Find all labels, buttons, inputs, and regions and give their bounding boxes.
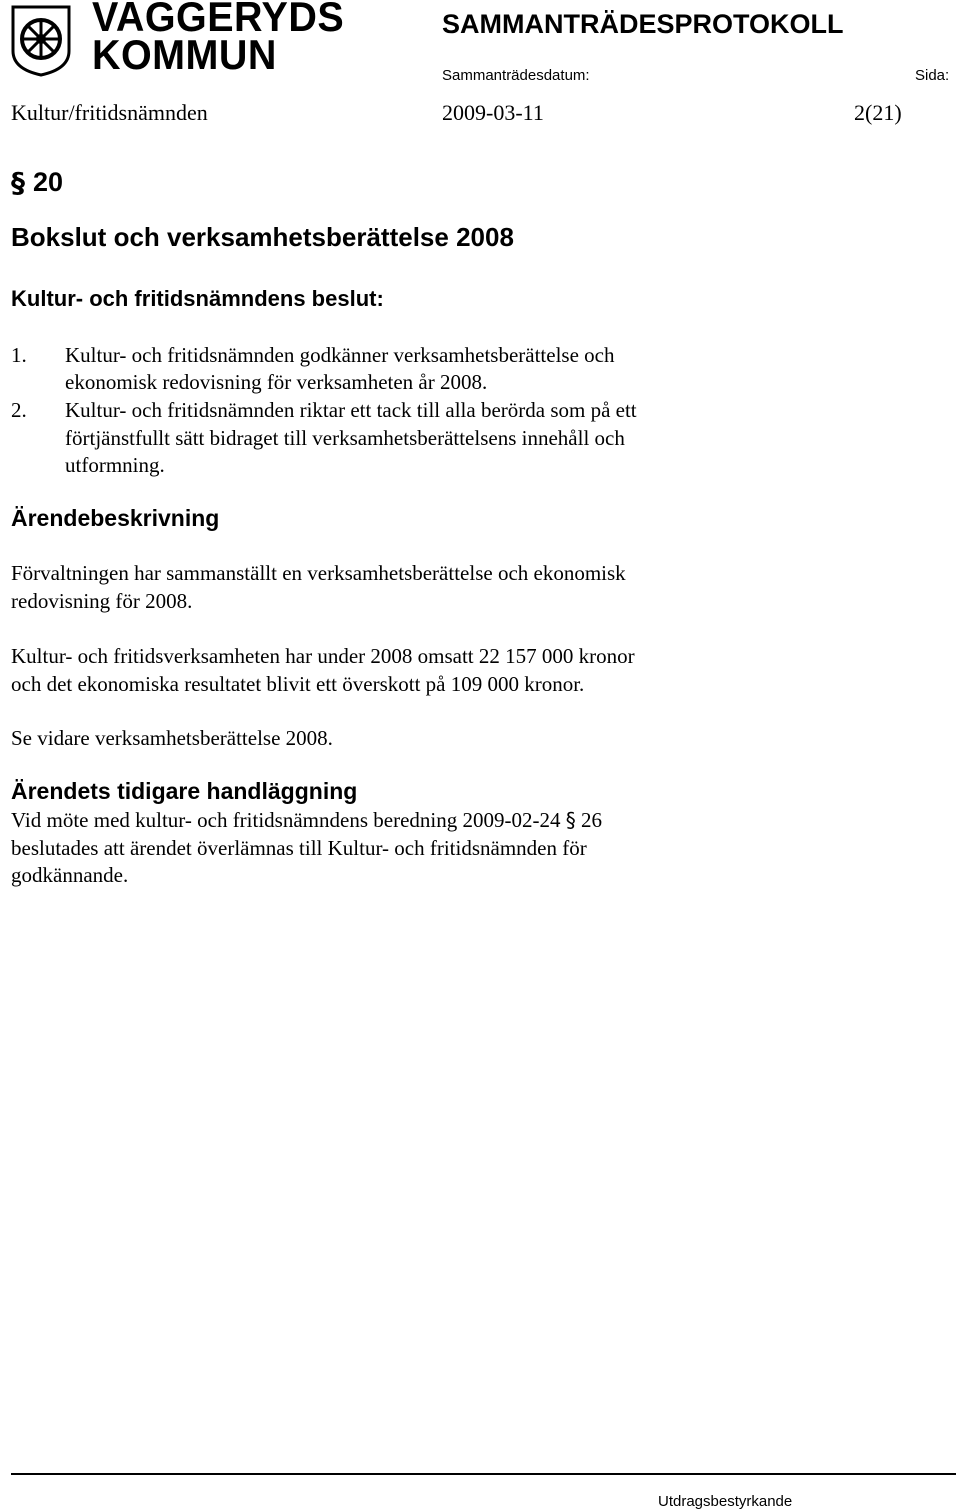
decision-item-line: utformning. (65, 453, 165, 477)
footer-label: Utdragsbestyrkande (658, 1493, 793, 1510)
history-text: Vid möte med kultur- och fritidsnämndens beredning 2009-02-24 (11, 808, 561, 832)
history-paragraph-line: godkännande. (11, 863, 129, 887)
history-paragraph-line (11, 808, 602, 833)
page-number: 2(21) (854, 100, 902, 125)
section-number-value: 20 (33, 167, 64, 197)
description-paragraph-line: Kultur- och fritidsverksamheten har under 2008 omsatt 22 157 000 kronor (11, 644, 635, 668)
meeting-date-label: Sammanträdesdatum: (442, 67, 590, 84)
history-heading: Ärendets tidigare handläggning (11, 778, 358, 804)
history-paragraph-line: beslutades att ärendet överlämnas till Kultur- och fritidsnämnden för (11, 836, 587, 860)
document-title: SAMMANTRÄDESPROTOKOLL (442, 9, 844, 39)
section-number (11, 166, 63, 199)
committee-name: Kultur/fritidsnämnden (11, 100, 208, 125)
meeting-date: 2009-03-11 (442, 100, 544, 125)
municipality-emblem-icon (11, 5, 71, 77)
decision-item-line: Kultur- och fritidsnämnden godkänner verksamhetsberättelse och (65, 343, 615, 367)
logo-text-line2: KOMMUN (92, 31, 277, 78)
description-paragraph-line: Se vidare verksamhetsberättelse 2008. (11, 726, 333, 750)
section-title: Bokslut och verksamhetsberättelse 2008 (11, 222, 514, 252)
section-sign-icon: § (565, 808, 576, 832)
description-paragraph-line: Förvaltningen har sammanställt en verksamhetsberättelse och ekonomisk (11, 561, 626, 585)
history-section-ref: 26 (580, 808, 602, 832)
decision-item-line: förtjänstfullt sätt bidraget till verksamhetsberättelsens innehåll och (65, 426, 625, 450)
description-heading: Ärendebeskrivning (11, 505, 220, 531)
decision-heading: Kultur- och fritidsnämndens beslut: (11, 286, 384, 311)
decision-item-number: 2. (11, 398, 27, 422)
description-paragraph-line: redovisning för 2008. (11, 589, 193, 613)
page-label: Sida: (915, 67, 950, 84)
logo-text-line1: VAGGERYDS (92, 0, 345, 40)
section-sign-icon: § (11, 166, 25, 199)
footer-divider (11, 1473, 956, 1475)
description-paragraph-line: och det ekonomiska resultatet blivit ett överskott på 109 000 kronor. (11, 672, 585, 696)
decision-item-line: ekonomisk redovisning för verksamheten år 2008. (65, 370, 488, 394)
decision-item-line: Kultur- och fritidsnämnden riktar ett tack till alla berörda som på ett (65, 398, 637, 422)
decision-item-number: 1. (11, 343, 27, 367)
